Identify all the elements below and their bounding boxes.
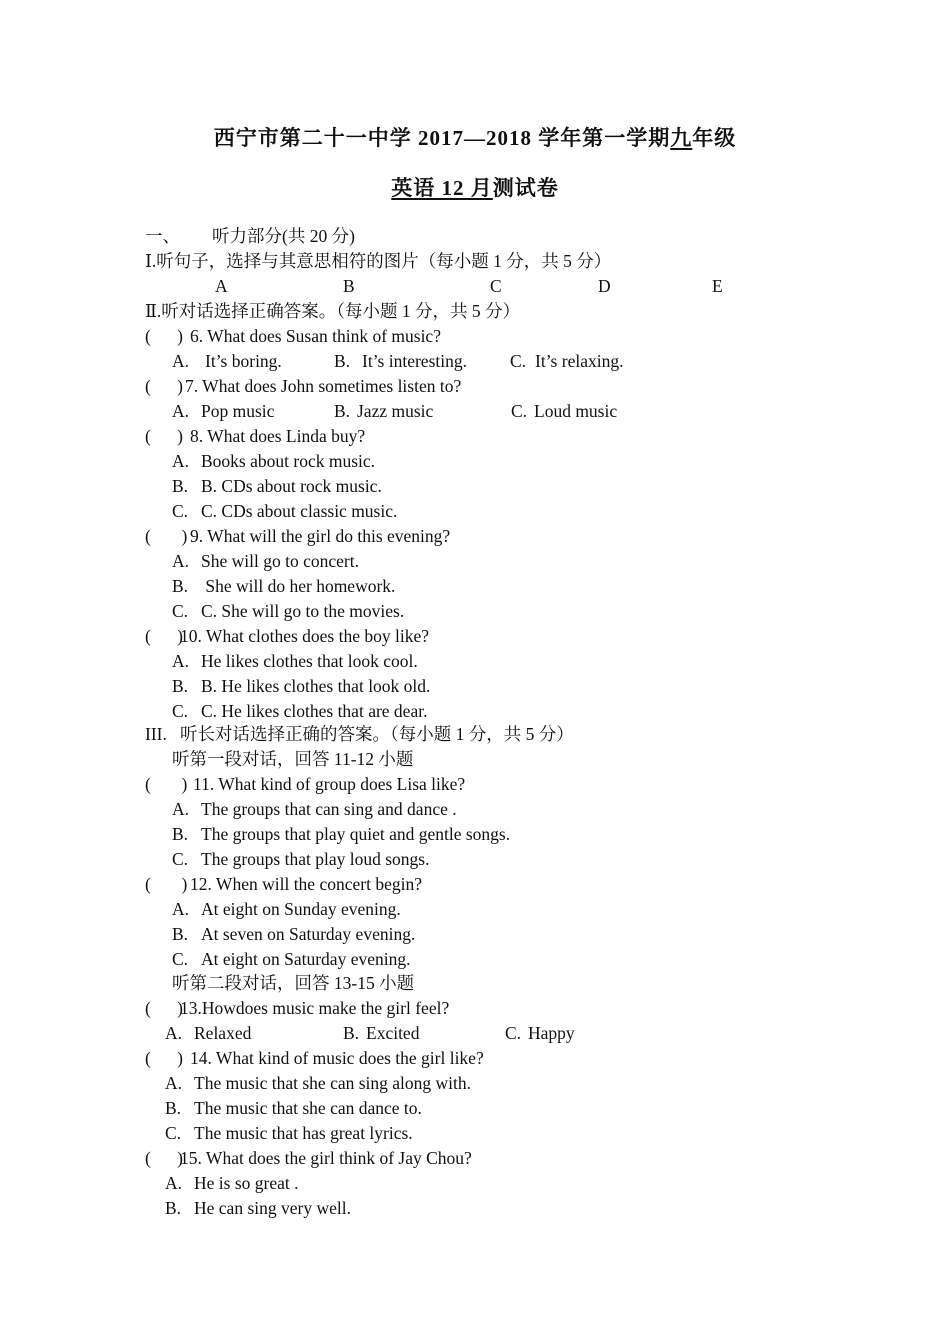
answer-blank: ( ) <box>145 326 183 346</box>
option-a: A. She will go to concert. <box>172 551 359 571</box>
option-c: C. C. CDs about classic music. <box>172 501 398 521</box>
option-c: C. C. He likes clothes that are dear. <box>172 701 428 721</box>
option-b: B. Excited <box>343 1023 420 1043</box>
option-a: A. The music that she can sing along with. <box>165 1073 472 1093</box>
option-c: C. At eight on Saturday evening. <box>172 949 411 969</box>
option-b: B. He can sing very well. <box>165 1198 351 1218</box>
option-b: B. The music that she can dance to. <box>165 1098 422 1118</box>
answer-blank: ( ) <box>145 626 183 646</box>
picture-label-d: D <box>598 276 611 296</box>
dialog1-label: 听第一段对话，回答 11-12 小题 <box>172 749 414 769</box>
option-c: C. The groups that play loud songs. <box>172 849 430 869</box>
title-grade-suffix: 年级 <box>692 126 737 150</box>
option-c: C. C. She will go to the movies. <box>172 601 405 621</box>
option-b: B. It’s interesting. <box>334 351 467 371</box>
question-15 <box>145 1148 472 1168</box>
answer-blank: ( ) <box>145 874 188 894</box>
question-8 <box>145 426 365 446</box>
option-c: C. Happy <box>505 1023 575 1043</box>
question-6 <box>145 326 441 346</box>
part-heading <box>145 226 355 246</box>
question-9 <box>145 526 450 546</box>
question-14 <box>145 1048 484 1068</box>
exam-title-line1 <box>0 122 950 152</box>
option-c: C. The music that has great lyrics. <box>165 1123 413 1143</box>
title-subject-month: 英语 12 月 <box>391 176 493 200</box>
question-7 <box>145 376 461 396</box>
title-test-label: 测试卷 <box>492 176 559 200</box>
answer-blank: ( ) <box>145 1148 183 1168</box>
question-10 <box>145 626 429 646</box>
option-b: B. At seven on Saturday evening. <box>172 924 416 944</box>
question-stem: 12. When will the concert begin? <box>190 874 422 894</box>
option-b: B. B. He likes clothes that look old. <box>172 676 431 696</box>
question-stem: 10. What clothes does the boy like? <box>180 626 429 646</box>
picture-label-b: B <box>343 276 355 296</box>
section1-instruction: Ⅰ.听句子，选择与其意思相符的图片（每小题 1 分，共 5 分） <box>145 251 612 271</box>
answer-blank: ( ) <box>145 998 183 1018</box>
part-title: 听力部分(共 20 分) <box>212 226 355 246</box>
question-12 <box>145 874 422 894</box>
option-a: A. Pop music <box>172 401 275 421</box>
option-b: B. The groups that play quiet and gentle songs. <box>172 824 511 844</box>
option-a: A. At eight on Sunday evening. <box>172 899 401 919</box>
option-a: A. Relaxed <box>165 1023 252 1043</box>
section2-instruction: Ⅱ.听对话选择正确答案。（每小题 1 分，共 5 分） <box>145 301 521 321</box>
option-a: A. He is so great . <box>165 1173 299 1193</box>
title-school-term: 西宁市第二十一中学 2017—2018 学年第一学期 <box>213 126 671 150</box>
question-13 <box>145 998 449 1018</box>
answer-blank: ( ) <box>145 426 183 446</box>
question-stem: 13.Howdoes music make the girl feel? <box>180 998 450 1018</box>
answer-blank: ( ) <box>145 376 183 396</box>
question-stem: 6. What does Susan think of music? <box>190 326 441 346</box>
answer-blank: ( ) <box>145 774 188 794</box>
option-b: B. Jazz music <box>334 401 434 421</box>
option-a: A. He likes clothes that look cool. <box>172 651 418 671</box>
question-stem: 15. What does the girl think of Jay Chou? <box>180 1148 472 1168</box>
exam-title-line2 <box>0 172 950 202</box>
question-stem: 9. What will the girl do this evening? <box>190 526 451 546</box>
question-stem: 7. What does John sometimes listen to? <box>185 376 462 396</box>
option-c: C. Loud music <box>511 401 618 421</box>
part-number: 一、 <box>145 226 180 246</box>
option-a: A. The groups that can sing and dance . <box>172 799 457 819</box>
section3-instruction: III. 听长对话选择正确的答案。（每小题 1 分，共 5 分） <box>145 724 574 744</box>
option-c: C. It’s relaxing. <box>510 351 624 371</box>
dialog2-label: 听第二段对话，回答 13-15 小题 <box>172 973 415 993</box>
title-grade: 九 <box>670 126 693 150</box>
question-stem: 8. What does Linda buy? <box>190 426 366 446</box>
picture-label-e: E <box>712 276 723 296</box>
picture-label-c: C <box>490 276 502 296</box>
answer-blank: ( ) <box>145 1048 183 1068</box>
question-stem: 11. What kind of group does Lisa like? <box>193 774 466 794</box>
answer-blank: ( ) <box>145 526 188 546</box>
option-a: A. Books about rock music. <box>172 451 376 471</box>
option-b: B. B. CDs about rock music. <box>172 476 382 496</box>
picture-label-a: A <box>215 276 228 296</box>
question-stem: 14. What kind of music does the girl like? <box>190 1048 484 1068</box>
option-b: B. She will do her homework. <box>172 576 396 596</box>
option-a: A. It’s boring. <box>172 351 282 371</box>
question-11 <box>145 774 465 794</box>
